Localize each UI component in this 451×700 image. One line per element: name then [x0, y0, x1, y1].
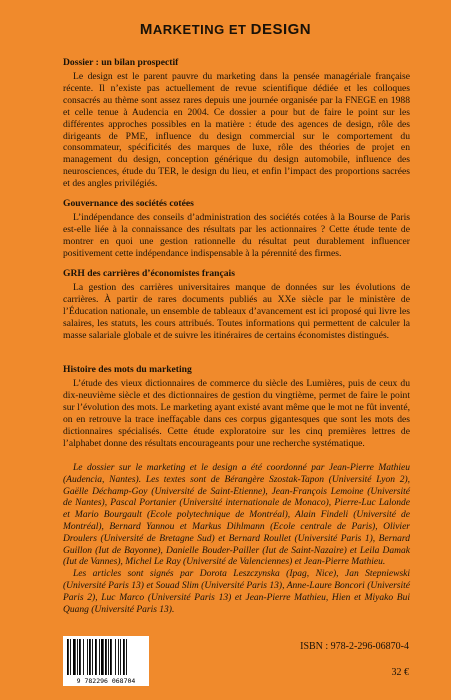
barcode-digits: 9 782296 068704: [76, 677, 136, 685]
section-heading: GRH des carrières d’économistes français: [63, 268, 235, 279]
section-grh: [63, 268, 410, 342]
title-middle: ARKETING ET: [152, 22, 251, 37]
credits-coordination: Le dossier sur le marketing et le design a été coordonné par Jean-Pierre Mathieu (Audencia, Nantes). Les textes sont de Bérangère Szostak-Tapon (Université Lyon 2), Gaëlle Déchamp-Goy (Université de Saint-Etienne), Jean-François Lemoine (Université de Nantes), Pascal Portanier (Université internationale de Monaco), Pierre-Luc Lalonde et Mario Bourgault (Ecole polytechnique de Montréal), Alain Findeli (Université de Montréal), Bernard Yannou et Markus Dihlmann (Ecole centrale de Paris), Olivier Droulers (Université de Bretagne Sud) et Bernard Roullet (Université Paris 1), Bernard Guillon (Iut de Bayonne), Danielle Bouder-Pailler (Iut de Saint-Nazaire) et Leila Damak (Iut de Vannes), Michel Le Ray (Université de Valenciennes) et Jean-Pierre Mathieu.: [63, 463, 410, 568]
section-heading: Dossier : un bilan prospectif: [63, 57, 179, 68]
isbn: ISBN : 978-2-296-06870-4: [300, 641, 409, 652]
barcode: [63, 636, 149, 686]
section-gouvernance: [63, 198, 410, 260]
credits-articles: Les articles sont signés par Dorota Leszczynska (Ipag, Nice), Jan Stepniewski (Université Paris 13) et Souad Slim (Université Paris 13), Anne-Laure Boncori (Université Paris 2), Luc Marco (Université Paris 13) et Jean-Pierre Mathieu, Hien et Miyako Bui Quang (Université Paris 13).: [63, 569, 410, 615]
title-end: DESIGN: [250, 21, 312, 38]
barcode-bars: [67, 639, 145, 675]
section-text: Le design est le parent pauvre du marketing dans la pensée managériale française récente. Il n’existe pas actuellement de revue scientifique dédiée et les colloques consacrés au thème sont assez rares depuis une journée organisée par la FNEGE en 1988 et celle tenue à Audencia en 2004. Ce dossier a pour but de faire le point sur les différentes approches possibles en la matière : étude des agences de design, rôle des dirigeants de PME, influence du design commercial sur le comportement du consommateur, spécificités des marques de luxe, rôle des théories de projet en management du design, conception générique du design automobile, influence des neurosciences, étude du TER, le design du lieu, et enfin l’impact des proportions sacrées et des angles privilégiés.: [63, 71, 410, 190]
section-dossier: [63, 57, 410, 190]
price: 32 €: [391, 667, 409, 678]
section-histoire: [63, 364, 410, 449]
title-initial: M: [139, 21, 153, 38]
section-text: L’indépendance des conseils d’administration des sociétés cotées à la Bourse de Paris est-elle liée à la connaissance des résultats par les actionnaires ? Cette étude tente de montrer en quoi une gestion rationnelle du résultat peut durablement influencer positivement cette indépendance indispensable à la pérennité des firmes.: [63, 212, 410, 259]
section-text: L’étude des vieux dictionnaires de commerce du siècle des Lumières, puis de ceux du dix-neuvième siècle et des dictionnaires de gestion du vingtième, permet de faire le point sur l’évolution des mots. Le marketing ayant existé avant même que le mot ne fût inventé, on en retrouve la trace ineffaçable dans ces corpus gigantesques que sont les mots des dictionnaires spécialisés. Cette étude exploratoire sur les cinq premières lettres de l’alphabet donne des résultats encourageants pour une recherche systématique.: [63, 378, 410, 449]
page-title: [0, 21, 451, 38]
credits: [63, 463, 410, 616]
section-text: La gestion des carrières universitaires manque de données sur les évolutions de carrières. À partir de rares documents publiés au XXe siècle par le ministère de l’Éducation nationale, un ensemble de tableaux d’avancement est ici proposé qui livre les salaires, les statuts, les cours attribués. Toutes informations qui permettent de calculer la masse salariale globale et de suivre les itinéraires de certains économistes distingués.: [63, 282, 410, 341]
section-heading: Gouvernance des sociétés cotées: [63, 198, 194, 209]
section-heading: Histoire des mots du marketing: [63, 364, 192, 375]
